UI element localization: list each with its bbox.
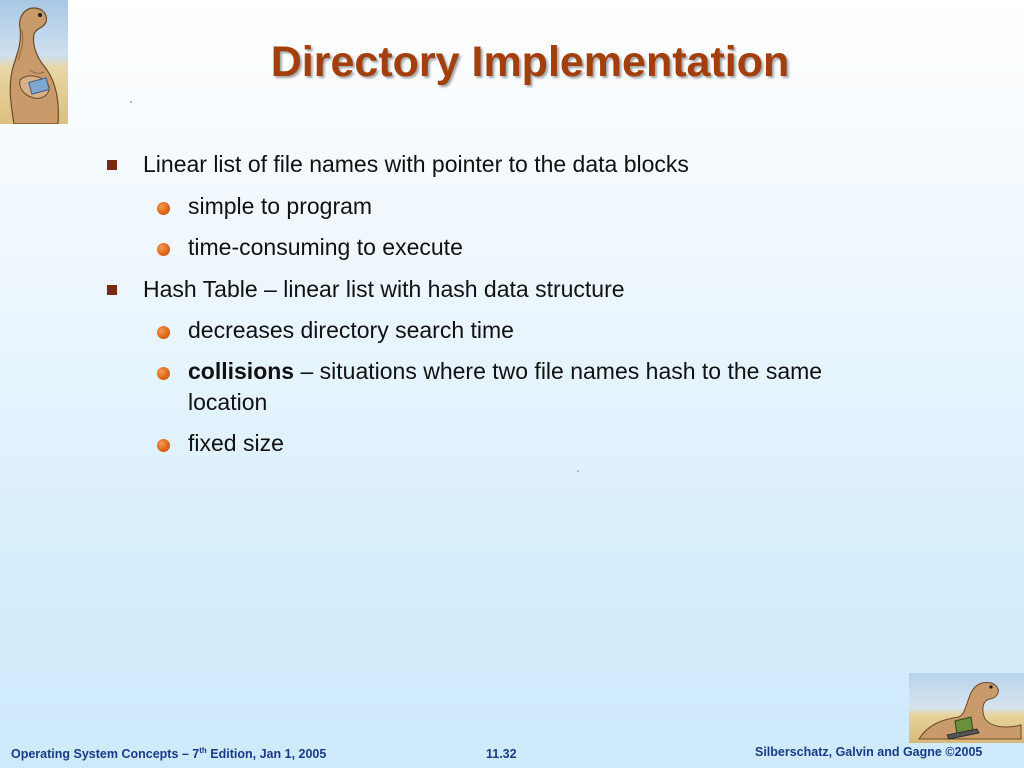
square-bullet-icon bbox=[107, 285, 117, 295]
term-collisions: collisions bbox=[188, 358, 295, 384]
term-definition: – situations where two file names hash to the same bbox=[294, 358, 823, 384]
sub-bullet-item bbox=[188, 356, 822, 387]
sub-bullet-continuation: location bbox=[188, 389, 268, 415]
square-bullet-icon bbox=[107, 160, 117, 170]
sub-bullet-item: simple to program bbox=[188, 193, 373, 219]
footer-page-number: 11.32 bbox=[486, 747, 517, 761]
sub-bullet-item: fixed size bbox=[188, 430, 284, 456]
footer-right: Silberschatz, Galvin and Gagne ©2005 bbox=[755, 745, 983, 759]
bullet-item: Linear list of file names with pointer to the data blocks bbox=[143, 151, 689, 177]
footer-left-text: Operating System Concepts – 7 bbox=[11, 747, 200, 761]
slide-title: Directory Implementation bbox=[270, 38, 790, 86]
footer-left-suffix: Edition, Jan 1, 2005 bbox=[206, 747, 327, 761]
round-bullet-icon bbox=[157, 202, 170, 215]
round-bullet-icon bbox=[157, 243, 170, 256]
round-bullet-icon bbox=[157, 439, 170, 452]
bullet-item: Hash Table – linear list with hash data structure bbox=[143, 276, 625, 302]
footer-left bbox=[11, 747, 326, 761]
round-bullet-icon bbox=[157, 367, 170, 380]
sub-bullet-item: decreases directory search time bbox=[188, 317, 514, 343]
footer-superscript: th bbox=[199, 745, 207, 755]
sub-bullet-item: time-consuming to execute bbox=[188, 234, 463, 260]
round-bullet-icon bbox=[157, 326, 170, 339]
